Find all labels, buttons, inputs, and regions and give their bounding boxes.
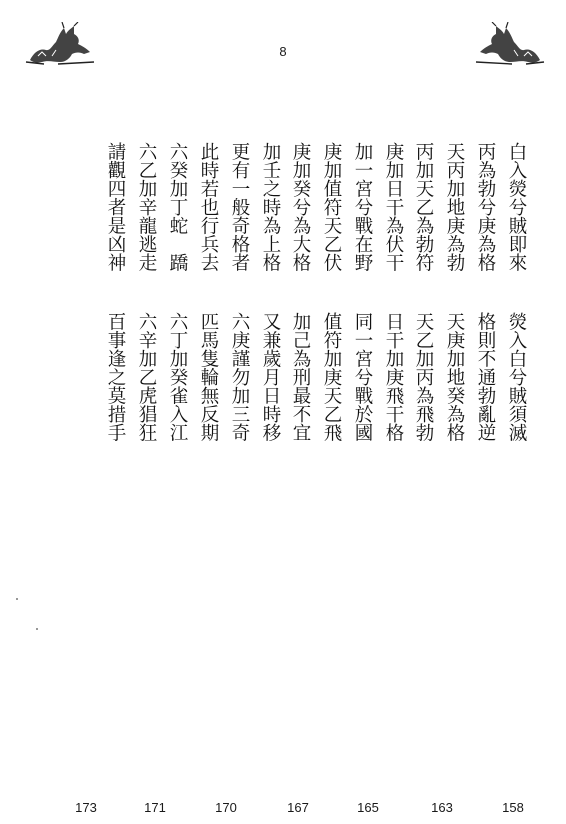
verse-column-upper: 請觀四者是凶神: [105, 142, 126, 272]
page-number: 8: [279, 44, 287, 59]
verse-column-lower: 天庚加地癸為格: [444, 312, 465, 442]
verse-column-upper: 丙為勃兮庚為格: [475, 142, 496, 272]
verse-column-lower: 日干加庚飛干格: [383, 312, 404, 442]
verse-column-lower: 又兼歲月日時移: [260, 312, 281, 442]
verse-column-upper: 庚加癸兮為大格: [290, 142, 311, 272]
verse-column-lower: 匹馬隻輪無反期: [198, 312, 219, 442]
verse-column-upper: 更有一般奇格者: [229, 142, 250, 272]
verse-column-upper: 此時若也行兵去: [198, 142, 219, 272]
verse-column-upper: 加壬之時為上格: [260, 142, 281, 272]
verse-column-upper: 庚加值符天乙伏: [321, 142, 342, 272]
page-reference: 167: [287, 800, 309, 815]
verse-column-lower: 天乙加丙為飛勃: [413, 312, 434, 442]
verse-column-upper: 天丙加地庚為勃: [444, 142, 465, 272]
verse-column-upper: 白入熒兮賊即來: [506, 142, 527, 272]
page-reference: 171: [144, 800, 166, 815]
verse-column-lower: 同一宮兮戰於國: [352, 312, 373, 442]
verse-column-lower: 六丁加癸雀入江: [167, 312, 188, 442]
verse-column-upper: 六乙加辛龍逃走: [136, 142, 157, 272]
page-reference: 165: [357, 800, 379, 815]
page-reference: 163: [431, 800, 453, 815]
page-reference: 158: [502, 800, 524, 815]
verse-column-lower: 值符加庚天乙飛: [321, 312, 342, 442]
page-reference: 170: [215, 800, 237, 815]
verse-column-lower: 格則不通勃亂逆: [475, 312, 496, 442]
verse-column-lower: 加己為刑最不宜: [290, 312, 311, 442]
verse-column-lower: 六辛加乙虎猖狂: [136, 312, 157, 442]
verse-column-upper: 庚加日干為伏干: [383, 142, 404, 272]
scan-speck: [36, 628, 38, 630]
page-reference: 173: [75, 800, 97, 815]
scan-speck: [16, 598, 18, 600]
verse-column-upper: 六癸加丁蛇 蹻: [167, 142, 188, 272]
verse-column-lower: 六庚謹勿加三奇: [229, 312, 250, 442]
verse-column-lower: 熒入白兮賊須滅: [506, 312, 527, 442]
verse-column-upper: 丙加天乙為勃符: [413, 142, 434, 272]
verse-column-upper: 加一宮兮戰在野: [352, 142, 373, 272]
verse-column-lower: 百事逢之莫措手: [105, 312, 126, 442]
